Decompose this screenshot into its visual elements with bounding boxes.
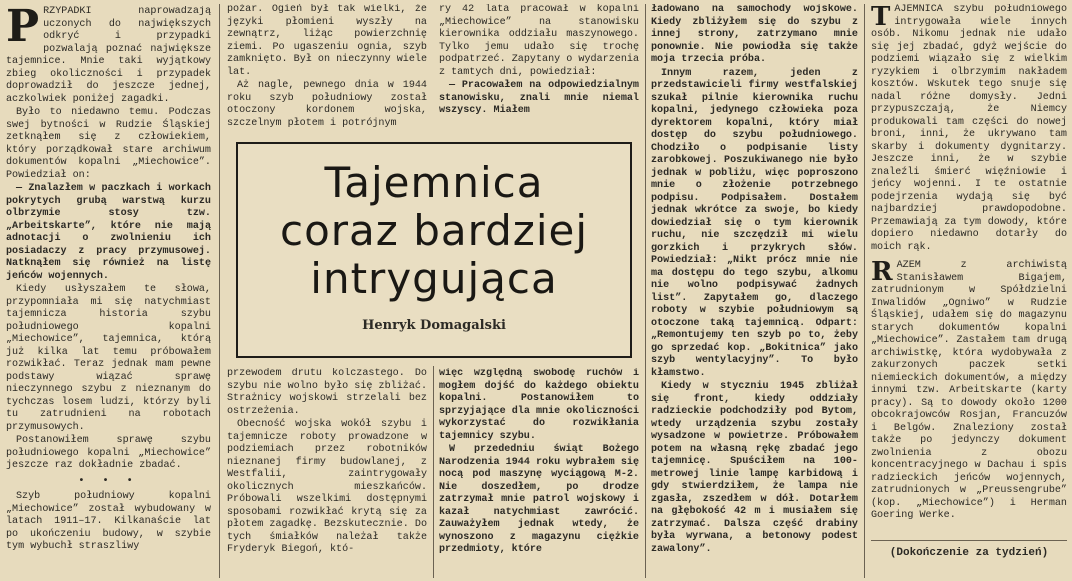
paragraph: ładowano na samochody wojskowe. Kiedy zbliżyłem się do szybu z innej strony, zatrzymano mnie ponownie. Nie powiodła się także moja trzecia próba.	[651, 4, 858, 65]
headline-box	[236, 142, 632, 358]
drop-cap: P	[6, 6, 40, 52]
text-column-2-top	[227, 4, 427, 138]
drop-cap: R	[871, 257, 893, 287]
text-column-3-top	[439, 4, 639, 138]
paragraph: Postanowiłem sprawę szybu południowego kopalni „Miechowice” jeszcze raz dokładnie zbadać.	[6, 435, 211, 471]
paragraph: AZEM z archiwistą Stanisławem Bigajem, zatrudnionym w Spółdzielni Inwalidów „Ogniwo” w Rudzie Śląskiej, udałem się do magazynu starych dokumentów kopalni „Miechowice”. Zastałem tam drugą archiwistkę, która wydobywała z zakurzonych paczek setki niemieckich dokumentów, a między innymi tzw. Arbeitskarte (karty pracy). Są to dowody około 1200 obcokrajowców Rosjan, Francuzów i Belgów. Znaleziony został także po jedynczy dokument zwolnienia z obozu koncentracyjnego w Dachau i spis radzieckich jeńców wojennych, zatrudnionych w „Preussengrube” (kop. „Miechowice”) i Herman Goering Werke.	[871, 260, 1067, 521]
paragraph: — Znalazłem w paczkach i workach pokrytych grubą warstwą kurzu olbrzymie stosy tzw. „Arbeitskarte”, które nie mają adnotacji o zwolnieniu ich posiadaczy z pracy przymusowej. Natknąłem się również na listę jeńców wojennych.	[6, 183, 211, 282]
paragraph: przewodem drutu kolczastego. Do szybu nie wolno było się zbliżać. Strażnicy wojskowi strzelali bez ostrzeżenia.	[227, 368, 427, 417]
drop-cap: T	[871, 4, 891, 32]
paragraph: więc względną swobodę ruchów i mogłem dojść do każdego obiektu kopalni. Postanowiłem to sprzyjające dla mnie okoliczności wykorzystać do rozwikłania tajemnicy szybu.	[439, 368, 639, 442]
paragraph: Kiedy w styczniu 1945 zbliżał się front, kiedy oddziały radzieckie podchodziły pod Bytom, wtedy urządzenia szybu zostały wysadzone w powietrze. Próbowałem potem na własną rękę zbadać jego tajemnicę. Spuściłem na 100-metrowej linie lampę karbidową i gdy stwierdziłem, że lampa nie zgasła, zszedłem w dół. Dotarłem na głębokość 42 m i musiałem się zatrzymać. Dalsza część drabiny była wyrwana, a betonowy podest zawalony”.	[651, 381, 858, 555]
text-column-4	[651, 4, 858, 581]
paragraph: Było to niedawno temu. Podczas swej bytności w Rudzie Śląskiej zetknąłem się z człowiekiem, który porządkował stare archiwum dokumentów kopalni „Miechowice”. Powiedział on:	[6, 107, 211, 181]
column-divider	[433, 366, 434, 578]
headline-line-3: intrygująca	[310, 254, 558, 303]
paragraph: AJEMNICA szybu południowego intrygowała wiele innych osób. Nikomu jednak nie udało się jej zbadać, gdyż wejście do podziemi wiązało się z wielkim ryzykiem i olbrzymim nakładem kosztów. Wskutek tego snuje się nadal różne domysły. Jedni przypuszczają, że Niemcy produkowali tam części do nowej broni, inni, że ukrywano tam skarby i dokumenty dygnitarzy. Jeszcze inni, że w szybie znaleźli śmierć więźniowie i jeńcy wojenni. I te ostatnie podejrzenia wydają się być najbardziej prawdopodobne. Przemawiają za tym dowody, które dopiero niedawno dotarły do moich rąk.	[871, 4, 1067, 253]
paragraph: Obecność wojska wokół szybu i tajemnicze roboty prowadzone w podziemiach przez robotników nieznanej firmy budowlanej, z Westfalii, zaintrygowały okolicznych mieszkańców. Próbowali wszelkimi dostępnymi sposobami rozwikłać krytą się za płotem zagadkę. Bezskutecznie. Do tych śmiałków należał także Fryderyk Biegoń, któ-	[227, 419, 427, 555]
text-column-1	[6, 6, 211, 581]
headline-line-1: Tajemnica	[324, 158, 544, 207]
paragraph: Innym razem, jeden z przedstawicieli firmy westfalskiej szukał pilnie kierownika ruchu kopalni, jedynego człowieka poza dyrektorem kopalni, który miał dostęp do szybu południowego. Chodziło o podpisanie listy zarobkowej. Poszukiwanego nie było jednak w pobliżu, więc poproszono mnie o złożenie potrzebnego podpisu. Podpisałem. Dostałem jednak wkrótce za swoje, bo kiedy dowiedział się o tym kierownik ruchu, nie szczędził mi wielu gorzkich i przykrych słów. Powiedział: „Nikt prócz mnie nie ma dostępu do tego szybu, alkomu nie wolno podpisywać żadnych list”. Zapytałem go, dlaczego roboty w szybie południowym są otoczone taką tajemnicą. Odpart: „Remontujemy ten szyb po to, żeby go sprzedać kop. „Bokitnica” jako szyb wentylacyjny”. To było kłamstwo.	[651, 67, 858, 379]
paragraph: RZYPADKI naprowadzają uczonych do największych odkryć i przypadki pozwalają poznać największe tajemnice. Mnie taki wyjątkowy zbieg okoliczności i przypadek doprowadził do jeszcze jednej, aczkolwiek poniżej zagadki.	[6, 6, 211, 105]
author-byline: Henryk Domagalski	[362, 318, 506, 333]
column-divider	[645, 4, 646, 578]
column-divider	[864, 4, 865, 578]
paragraph: Szyb południowy kopalni „Miechowice” został wybudowany w latach 1911–17. Kilkanaście lat po ukończeniu budowy, w szybie tym wybuchł straszliwy	[6, 491, 211, 552]
continuation-note: (Dokończenie za tydzień)	[889, 547, 1049, 559]
text-column-3-bottom	[439, 368, 639, 581]
paragraph: pożar. Ogień był tak wielki, że języki płomieni wyszły na zewnątrz, liżąc powierzchnię ziemi. Po ugaszeniu ognia, szyb zamknięto. Był on nieczynny wiele lat.	[227, 4, 427, 78]
text-column-5	[871, 4, 1067, 536]
paragraph: ry 42 lata pracował w kopalni „Miechowice” na stanowisku kierownika oddziału maszynowego. Tylko jemu udało się trochę podpatrzeć. Zapytany o wydarzenia z tamtych dni, powiedział:	[439, 4, 639, 78]
paragraph: Kiedy usłyszałem te słowa, przypomniała mi się natychmiast tajemnicza historia szybu południowego kopalni „Miechowice”, tajemnica, którą już kilka lat temu próbowałem rozwikłać. Teraz jednak mam pewne podstawy wiązać sprawę nieczynnego szybu z nieznanym do tychczas losem ludzi, którzy byli tu zatrudnieni na robotach przymusowych.	[6, 284, 211, 433]
paragraph: Aż nagle, pewnego dnia w 1944 roku szyb południowy został otoczony kordonem wojska, szczelnym płotem i potrójnym	[227, 80, 427, 129]
column-divider	[219, 4, 220, 578]
text-column-2-bottom	[227, 368, 427, 581]
paragraph: — Pracowałem na odpowiedzialnym stanowisku, znali mnie niemal wszyscy. Miałem	[439, 80, 639, 116]
footer-rule	[871, 540, 1067, 541]
section-divider: • • •	[78, 475, 139, 487]
paragraph: W przededniu świąt Bożego Narodzenia 1944 roku wybrałem się nocą pod maszynę wyciągową M-2. Nie doszedłem, po drodze zatrzymał mnie patrol wojskowy i kazał natychmiast zawrócić. Zauważyłem jednak wtedy, że wynoszono z magazynu ciężkie przedmioty, które	[439, 444, 639, 555]
headline-line-2: coraz bardziej	[280, 206, 588, 255]
